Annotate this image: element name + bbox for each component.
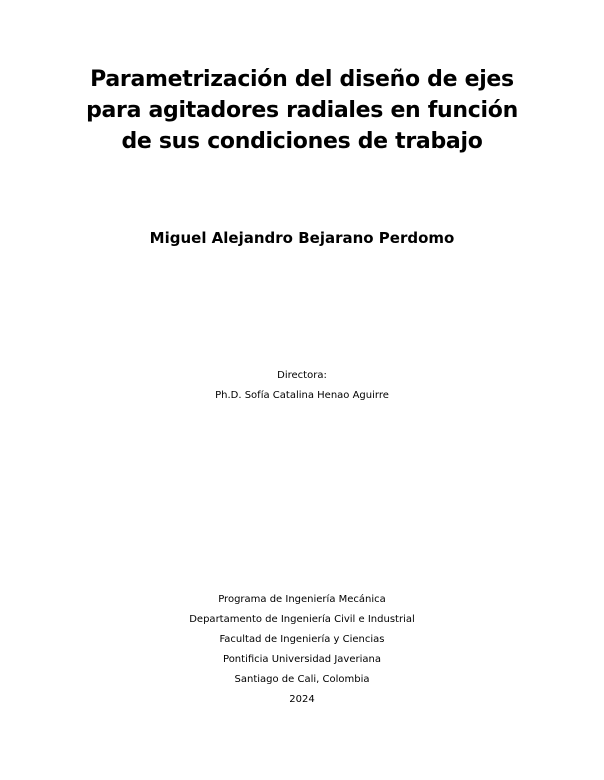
- title-line: Parametrización del diseño de ejes: [90, 67, 514, 92]
- university-name: Pontificia Universidad Javeriana: [223, 654, 381, 665]
- advisor-block: [40, 366, 564, 406]
- location: Santiago de Cali, Colombia: [234, 674, 370, 685]
- title-line: para agitadores radiales en función: [86, 98, 518, 123]
- document-title: [40, 64, 564, 157]
- program-name: Programa de Ingeniería Mecánica: [218, 594, 386, 605]
- year: 2024: [289, 694, 315, 705]
- faculty-name: Facultad de Ingeniería y Ciencias: [219, 634, 385, 645]
- title-line: de sus condiciones de trabajo: [121, 129, 483, 154]
- advisor-name: Ph.D. Sofía Catalina Henao Aguirre: [215, 390, 389, 401]
- institution-block: [40, 590, 564, 710]
- author-name: Miguel Alejandro Bejarano Perdomo: [149, 229, 455, 247]
- advisor-label: Directora:: [277, 370, 327, 381]
- department-name: Departamento de Ingeniería Civil e Industrial: [189, 614, 415, 625]
